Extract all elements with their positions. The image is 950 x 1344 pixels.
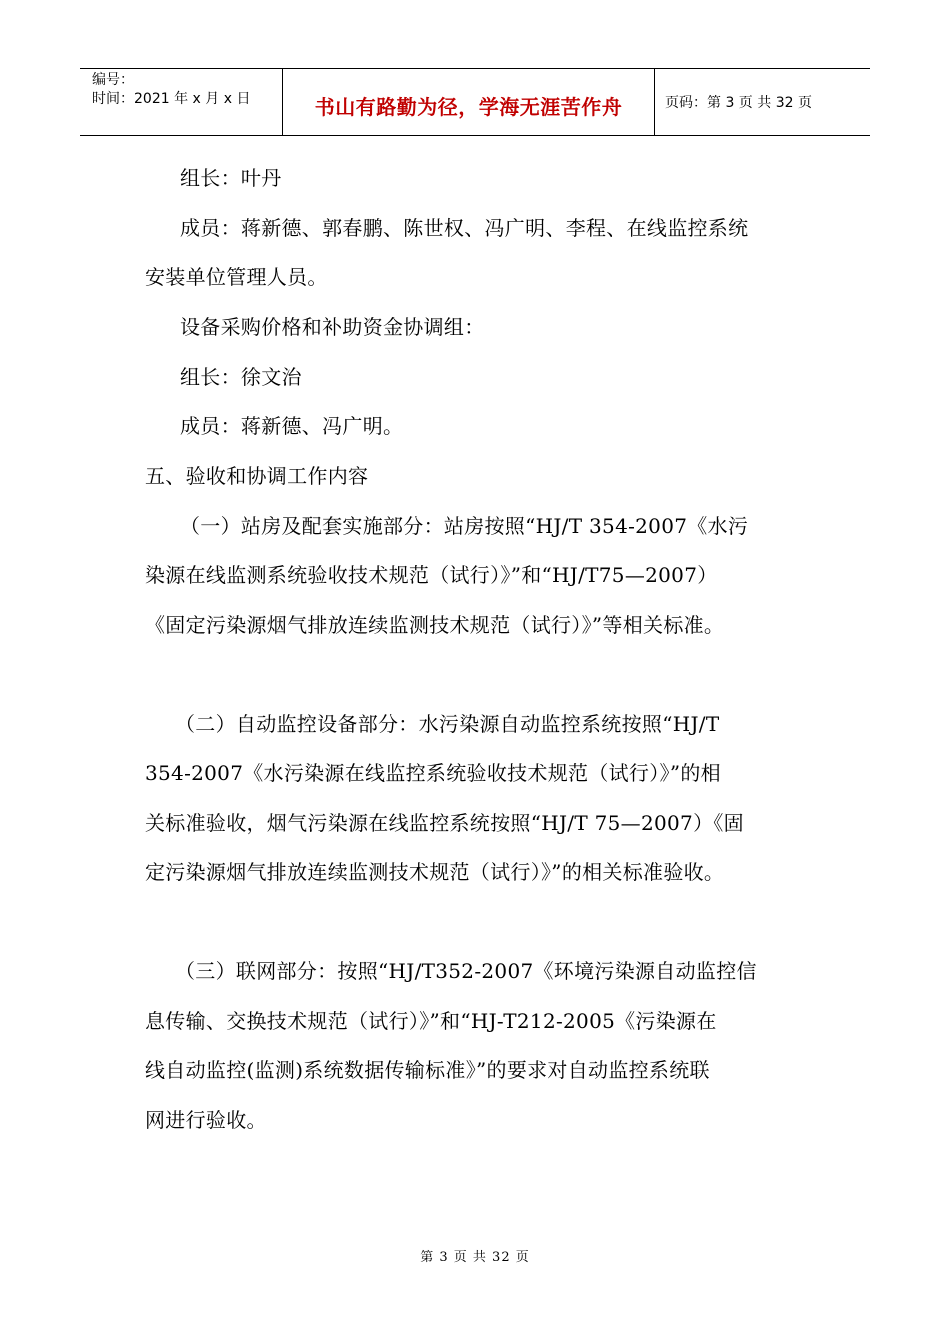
section-5-heading: 五、验收和协调工作内容 bbox=[145, 464, 369, 488]
header-motto-cell bbox=[283, 69, 655, 135]
item-2-line-1: （二）自动监控设备部分：水污染源自动监控系统按照“HJ/T bbox=[175, 712, 720, 736]
item-3-line-2: 息传输、交换技术规范（试行）》”和“HJ-T212-2005《污染源在 bbox=[145, 1009, 717, 1033]
document-number-label: 编号： bbox=[92, 72, 134, 88]
leader-2: 组长：徐文治 bbox=[180, 365, 302, 389]
item-3-line-1: （三）联网部分：按照“HJ/T352-2007《环境污染源自动监控信 bbox=[175, 959, 757, 983]
item-2-line-3: 关标准验收，烟气污染源在线监控系统按照“HJ/T 75—2007）《固 bbox=[145, 811, 744, 835]
item-1-line-3: 《固定污染源烟气排放连续监测技术规范（试行）》”等相关标准。 bbox=[145, 613, 725, 637]
leader-1: 组长：叶丹 bbox=[180, 166, 282, 190]
item-2-line-4: 定污染源烟气排放连续监测技术规范（试行）》”的相关标准验收。 bbox=[145, 860, 725, 884]
header-meta bbox=[80, 69, 283, 135]
item-1-line-1: （一）站房及配套实施部分：站房按照“HJ/T 354-2007《水污 bbox=[180, 514, 749, 538]
group-2-title: 设备采购价格和补助资金协调组： bbox=[180, 315, 485, 339]
item-2-line-2: 354-2007《水污染源在线监控系统验收技术规范（试行）》”的相 bbox=[145, 761, 721, 785]
document-date-label: 时间：2021 年 x 月 x 日 bbox=[92, 91, 251, 107]
members-2: 成员：蒋新德、冯广明。 bbox=[180, 414, 404, 438]
members-1-line-1: 成员：蒋新德、郭春鹏、陈世权、冯广明、李程、在线监控系统 bbox=[180, 216, 749, 240]
page-header bbox=[80, 68, 870, 136]
item-3-line-4: 网进行验收。 bbox=[145, 1108, 267, 1132]
item-1-line-2: 染源在线监测系统验收技术规范（试行）》”和“HJ/T75—2007） bbox=[145, 563, 718, 587]
header-motto: 书山有路勤为径，学海无涯苦作舟 bbox=[314, 95, 623, 119]
header-page-number: 页码：第 3 页 共 32 页 bbox=[665, 95, 812, 111]
page-footer: 第 3 页 共 32 页 bbox=[420, 1250, 530, 1265]
item-3-line-3: 线自动监控(监测)系统数据传输标准》”的要求对自动监控系统联 bbox=[145, 1058, 710, 1082]
members-1-line-2: 安装单位管理人员。 bbox=[145, 265, 328, 289]
